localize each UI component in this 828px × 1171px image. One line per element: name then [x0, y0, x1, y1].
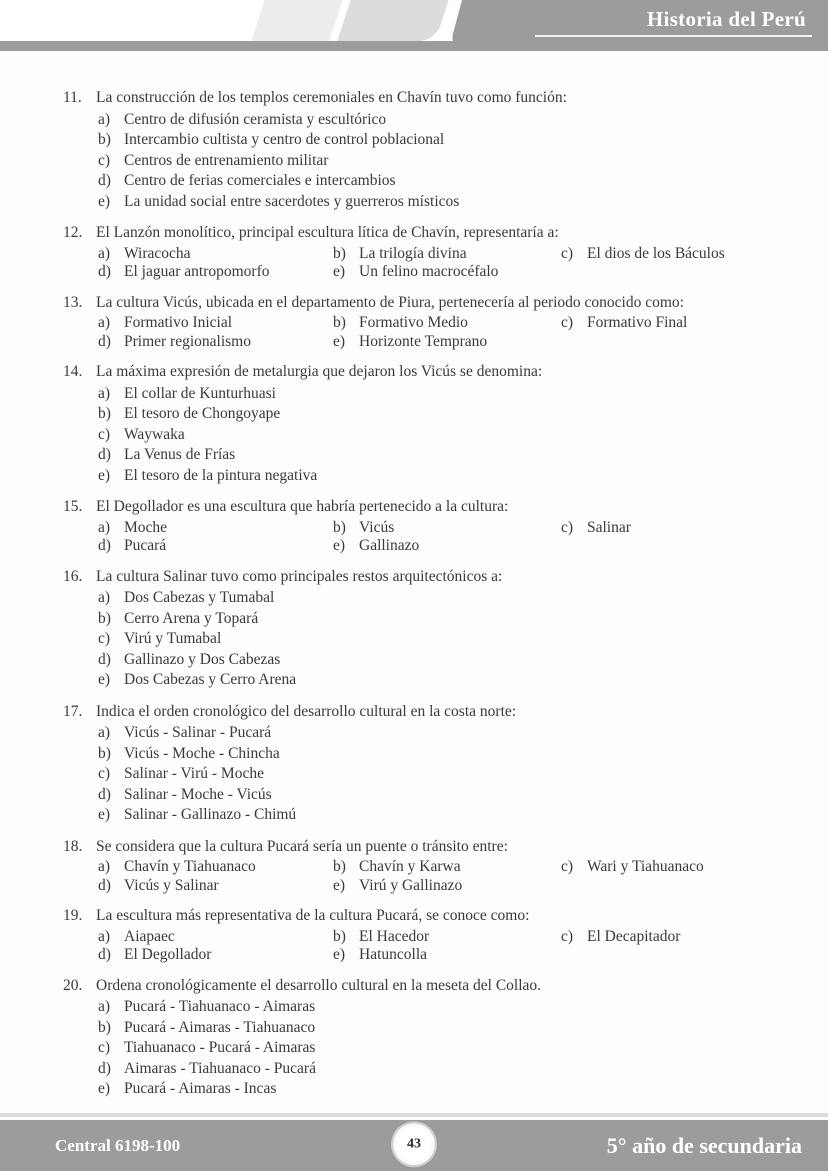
- question-item: [63, 497, 788, 556]
- option-text: Vicús: [359, 518, 395, 536]
- option-text: Aiapaec: [124, 927, 175, 945]
- option-letter: d): [98, 446, 111, 463]
- option-letter: d): [98, 785, 111, 803]
- option-text: Centro de ferias comerciales e intercambios: [124, 172, 396, 189]
- option-letter: a): [98, 589, 111, 606]
- question-number: 17.: [63, 702, 83, 720]
- option-text: Pucará: [124, 537, 167, 554]
- question-head: [63, 837, 788, 858]
- question-head: [63, 702, 788, 723]
- option-text: Horizonte Temprano: [359, 332, 488, 350]
- option-text: Pucará - Aimaras - Incas: [124, 1080, 277, 1097]
- options-group: [98, 997, 788, 1100]
- question-number: 13.: [63, 293, 83, 311]
- option-item: [98, 744, 788, 765]
- page-number-badge: [393, 1123, 435, 1165]
- option-text: Formativo Medio: [359, 314, 468, 331]
- option-item: [333, 314, 561, 333]
- option-letter: c): [561, 518, 574, 536]
- option-item: [333, 858, 561, 877]
- option-item: [98, 858, 333, 877]
- option-item: [333, 946, 561, 965]
- option-text: Chavín y Karwa: [359, 858, 461, 875]
- option-text: Vicús y Salinar: [124, 876, 219, 894]
- option-item: [98, 1038, 788, 1059]
- option-text: Wari y Tiahuanaco: [587, 858, 704, 875]
- question-item: [63, 906, 788, 965]
- option-letter: e): [333, 263, 346, 280]
- option-letter: d): [98, 263, 111, 280]
- question-head: [63, 567, 788, 588]
- options-group: [98, 519, 788, 556]
- question-item: [63, 88, 788, 212]
- option-letter: c): [561, 314, 574, 331]
- option-letter: e): [333, 537, 346, 554]
- option-item: [98, 609, 788, 630]
- page-title: Historia del Perú: [646, 7, 806, 31]
- option-letter: a): [98, 518, 111, 536]
- option-text: Salinar - Moche - Vicús: [124, 785, 272, 803]
- option-text: Wiracocha: [124, 244, 191, 262]
- option-item: [561, 858, 788, 877]
- option-letter: e): [98, 466, 111, 484]
- option-item: [561, 519, 788, 538]
- option-item: [98, 1079, 788, 1100]
- option-text: Salinar: [587, 518, 631, 536]
- question-text: La máxima expresión de metalurgia que dejaron los Vicús se denomina:: [96, 363, 543, 380]
- header-title-underline: [535, 35, 812, 37]
- question-item: [63, 702, 788, 826]
- question-number: 15.: [63, 498, 83, 515]
- question-number: 18.: [63, 837, 83, 855]
- question-text: La cultura Salinar tuvo como principales restos arquitectónicos a:: [96, 567, 503, 585]
- question-text: El Lanzón monolítico, principal escultura lítica de Chavín, representaría a:: [96, 224, 559, 241]
- option-letter: d): [98, 946, 111, 963]
- option-letter: e): [98, 671, 111, 688]
- question-number: 11.: [63, 89, 82, 106]
- footer-grade-label: 5° año de secundaria: [606, 1132, 802, 1158]
- option-text: Virú y Gallinazo: [359, 876, 463, 894]
- page-footer: [0, 1120, 828, 1171]
- option-letter: c): [561, 244, 574, 262]
- questions-list: [0, 52, 828, 1113]
- question-number: 20.: [63, 976, 83, 994]
- option-text: Gallinazo: [359, 537, 420, 554]
- option-text: Formativo Inicial: [124, 314, 233, 331]
- option-letter: a): [98, 998, 111, 1015]
- option-item: [98, 192, 788, 213]
- option-text: Formativo Final: [587, 314, 688, 331]
- option-text: Centros de entrenamiento militar: [124, 151, 329, 169]
- option-item: [98, 333, 333, 352]
- question-text: La cultura Vicús, ubicada en el departamento de Piura, pertenecería al periodo conocido como:: [96, 293, 684, 311]
- option-text: La unidad social entre sacerdotes y guerreros místicos: [124, 192, 460, 210]
- option-item: [98, 723, 788, 744]
- option-letter: b): [98, 744, 111, 762]
- option-item: [561, 314, 788, 333]
- option-item: [561, 928, 788, 947]
- option-letter: d): [98, 332, 111, 350]
- question-head: [63, 88, 788, 109]
- option-item: [333, 537, 561, 556]
- option-item: [333, 928, 561, 947]
- option-letter: b): [333, 927, 346, 945]
- option-letter: d): [98, 172, 111, 189]
- option-item: [561, 245, 788, 264]
- question-item: [63, 223, 788, 282]
- option-letter: e): [98, 806, 111, 823]
- option-text: Primer regionalismo: [124, 332, 251, 350]
- question-text: El Degollador es una escultura que habría pertenecido a la cultura:: [96, 498, 509, 515]
- option-item: [98, 785, 788, 806]
- option-text: Salinar - Gallinazo - Chimú: [124, 806, 297, 823]
- option-item: [98, 466, 788, 487]
- option-item: [333, 519, 561, 538]
- option-letter: b): [333, 314, 346, 331]
- option-letter: c): [98, 151, 111, 169]
- options-group: [98, 384, 788, 487]
- options-group: [98, 858, 788, 895]
- option-letter: d): [98, 1059, 111, 1077]
- option-text: La trilogía divina: [359, 244, 467, 262]
- option-text: Moche: [124, 518, 168, 536]
- option-text: Salinar - Virú - Moche: [124, 765, 264, 782]
- option-text: El collar de Kunturhuasi: [124, 384, 276, 402]
- question-number: 14.: [63, 363, 83, 380]
- options-group: [98, 723, 788, 826]
- page-number: 43: [407, 1135, 421, 1151]
- option-text: Chavín y Tiahuanaco: [124, 858, 256, 875]
- option-text: Vicús - Salinar - Pucará: [124, 724, 272, 741]
- option-item: [98, 928, 333, 947]
- option-text: Dos Cabezas y Cerro Arena: [124, 671, 297, 688]
- options-group: [98, 588, 788, 691]
- option-letter: d): [98, 876, 111, 894]
- question-text: Ordena cronológicamente el desarrollo cultural en la meseta del Collao.: [96, 976, 542, 994]
- option-text: El dios de los Báculos: [587, 244, 725, 262]
- option-item: [98, 764, 788, 785]
- option-item: [98, 384, 788, 405]
- option-text: Hatuncolla: [359, 946, 428, 963]
- option-item: [98, 171, 788, 192]
- option-letter: a): [98, 110, 111, 128]
- question-item: [63, 976, 788, 1100]
- option-item: [98, 245, 333, 264]
- option-letter: e): [333, 946, 346, 963]
- option-text: Intercambio cultista y centro de control poblacional: [124, 131, 445, 148]
- option-letter: a): [98, 244, 111, 262]
- question-number: 16.: [63, 567, 83, 585]
- option-item: [98, 805, 788, 826]
- option-letter: d): [98, 537, 111, 554]
- question-number: 12.: [63, 224, 83, 241]
- option-item: [333, 333, 561, 352]
- option-text: Virú y Tumabal: [124, 630, 222, 647]
- option-item: [98, 946, 333, 965]
- option-text: Pucará - Aimaras - Tiahuanaco: [124, 1018, 316, 1036]
- options-group: [98, 314, 788, 351]
- option-text: Pucará - Tiahuanaco - Aimaras: [124, 998, 316, 1015]
- option-item: [98, 1059, 788, 1080]
- option-letter: b): [333, 518, 346, 536]
- option-letter: c): [561, 927, 574, 945]
- option-item: [98, 537, 333, 556]
- option-letter: b): [98, 131, 111, 148]
- question-text: Indica el orden cronológico del desarrollo cultural en la costa norte:: [96, 702, 517, 720]
- option-text: Centro de difusión ceramista y escultórico: [124, 110, 387, 128]
- option-item: [333, 263, 561, 282]
- option-letter: b): [333, 858, 346, 875]
- option-item: [98, 997, 788, 1018]
- question-head: [63, 497, 788, 518]
- option-text: Un felino macrocéfalo: [359, 263, 499, 280]
- option-item: [98, 650, 788, 671]
- option-item: [333, 877, 561, 896]
- question-head: [63, 976, 788, 997]
- option-item: [98, 670, 788, 691]
- option-letter: a): [98, 314, 111, 331]
- option-letter: e): [333, 876, 346, 894]
- option-letter: a): [98, 724, 111, 741]
- option-letter: a): [98, 384, 111, 402]
- option-text: El tesoro de la pintura negativa: [124, 466, 318, 484]
- options-group: [98, 110, 788, 213]
- option-letter: c): [561, 858, 574, 875]
- option-letter: b): [333, 244, 346, 262]
- header-decor-band-1: [251, 0, 342, 41]
- option-letter: d): [98, 650, 111, 668]
- question-head: [63, 362, 788, 383]
- question-text: La construcción de los templos ceremoniales en Chavín tuvo como función:: [96, 89, 567, 106]
- option-item: [98, 629, 788, 650]
- question-number: 19.: [63, 907, 83, 924]
- option-text: Dos Cabezas y Tumabal: [124, 589, 275, 606]
- option-item: [98, 588, 788, 609]
- question-item: [63, 837, 788, 896]
- option-text: La Venus de Frías: [124, 446, 236, 463]
- question-text: La escultura más representativa de la cultura Pucará, se conoce como:: [96, 907, 530, 924]
- header-decor-band-2: [337, 0, 448, 41]
- option-text: Aimaras - Tiahuanaco - Pucará: [124, 1059, 316, 1077]
- option-item: [98, 151, 788, 172]
- option-text: El Decapitador: [587, 927, 681, 945]
- option-letter: e): [333, 332, 346, 350]
- option-text: El jaguar antropomorfo: [124, 263, 270, 280]
- options-group: [98, 245, 788, 282]
- option-letter: b): [98, 609, 111, 627]
- option-item: [333, 245, 561, 264]
- option-letter: c): [98, 630, 111, 647]
- question-head: [63, 223, 788, 244]
- question-head: [63, 293, 788, 314]
- option-text: El Degollador: [124, 946, 212, 963]
- options-group: [98, 928, 788, 965]
- option-text: El tesoro de Chongoyape: [124, 405, 281, 422]
- option-letter: b): [98, 1018, 111, 1036]
- question-head: [63, 906, 788, 927]
- option-item: [98, 404, 788, 425]
- option-letter: a): [98, 927, 111, 945]
- option-text: El Hacedor: [359, 927, 430, 945]
- option-item: [98, 263, 333, 282]
- question-item: [63, 293, 788, 352]
- option-item: [98, 519, 333, 538]
- option-letter: c): [98, 425, 111, 443]
- option-text: Gallinazo y Dos Cabezas: [124, 650, 281, 668]
- option-letter: c): [98, 1039, 111, 1056]
- option-letter: e): [98, 1080, 111, 1097]
- option-letter: a): [98, 858, 111, 875]
- option-item: [98, 1018, 788, 1039]
- option-text: Vicús - Moche - Chincha: [124, 744, 280, 762]
- option-text: Cerro Arena y Topará: [124, 609, 259, 627]
- option-letter: e): [98, 192, 111, 210]
- option-item: [98, 445, 788, 466]
- option-text: Tiahuanaco - Pucará - Aimaras: [124, 1039, 316, 1056]
- option-item: [98, 314, 333, 333]
- option-item: [98, 130, 788, 151]
- question-text: Se considera que la cultura Pucará sería un puente o tránsito entre:: [96, 837, 508, 855]
- page-header: [0, 0, 828, 52]
- footer-phone: Central 6198-100: [55, 1135, 181, 1155]
- option-text: Waywaka: [124, 425, 185, 443]
- option-item: [98, 425, 788, 446]
- question-item: [63, 567, 788, 691]
- option-letter: b): [98, 405, 111, 422]
- question-item: [63, 362, 788, 486]
- option-item: [98, 110, 788, 131]
- option-item: [98, 877, 333, 896]
- option-letter: c): [98, 765, 111, 782]
